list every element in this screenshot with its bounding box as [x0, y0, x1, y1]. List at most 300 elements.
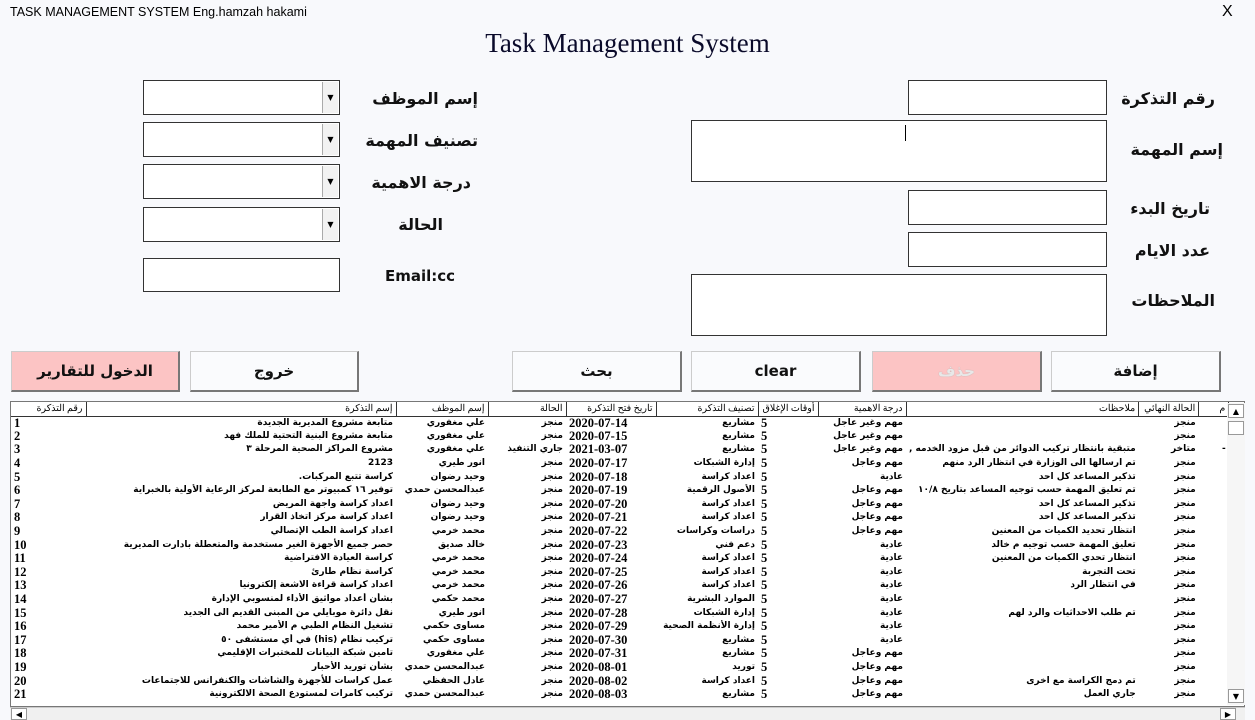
table-cell[interactable]: تم ارسالها الى الوزارة في انتظار الرد منهم	[942, 458, 1136, 469]
table-cell[interactable]: عادية	[880, 553, 903, 564]
table-cell[interactable]: مهم وعاجل	[851, 661, 903, 672]
table-cell[interactable]: إدارة الشبكات	[693, 607, 755, 618]
table-cell[interactable]: مهم وغير عاجل	[833, 444, 903, 455]
column-header[interactable]: تصنيف التذكرة	[656, 402, 758, 416]
table-cell[interactable]: منجز	[1174, 417, 1196, 428]
table-cell[interactable]: 5	[761, 497, 768, 511]
table-cell[interactable]: منجز	[541, 471, 563, 482]
table-cell[interactable]: منجز	[1174, 526, 1196, 537]
table-cell[interactable]: تم طلب الاحداثيات والرد لهم	[1008, 607, 1136, 618]
table-cell[interactable]: وحيد رضوان	[430, 498, 485, 509]
table-cell[interactable]: منجز	[541, 621, 563, 632]
notes-input[interactable]	[691, 274, 1107, 336]
table-cell[interactable]	[1199, 511, 1229, 525]
table-cell[interactable]: توريد	[732, 661, 755, 672]
table-cell[interactable]	[1199, 661, 1229, 675]
task-category-select[interactable]	[143, 122, 340, 157]
table-cell[interactable]: في انتظار الرد	[1070, 580, 1136, 591]
table-cell[interactable]: اعداد كراسة	[701, 580, 755, 591]
table-cell[interactable]: 5	[761, 538, 768, 552]
table-cell[interactable]: انتظار تحديد الكميات من المعنين	[991, 526, 1136, 537]
table-cell[interactable]: عادية	[880, 580, 903, 591]
delete-button[interactable]: حذف	[872, 351, 1042, 392]
table-cell[interactable]: متاخر	[1171, 444, 1196, 455]
table-cell[interactable]: تامين شبكة البيانات للمختبرات الإقليمي	[217, 648, 393, 659]
table-cell[interactable]: 2123	[367, 458, 393, 469]
table-cell[interactable]: مشاريع	[722, 430, 755, 441]
scroll-right-icon[interactable]: ▶	[1220, 708, 1236, 720]
table-cell[interactable]	[1199, 484, 1229, 498]
table-cell[interactable]: متابعة مشروع البنية التحتية للملك فهد	[224, 430, 393, 441]
table-cell[interactable]: إدارة الشبكات	[693, 458, 755, 469]
table-row[interactable]	[11, 511, 1229, 525]
column-header[interactable]: الحالة النهائي	[1139, 402, 1199, 416]
table-cell[interactable]: 17	[14, 633, 27, 647]
table-cell[interactable]	[906, 593, 1139, 607]
table-cell[interactable]: كراسة تتبع المركبات.	[298, 471, 393, 482]
task-category-label: تصنيف المهمة	[365, 131, 478, 150]
table-cell[interactable]: علي مغفوري	[426, 648, 485, 659]
table-cell[interactable]	[1199, 470, 1229, 484]
table-cell[interactable]: إدارة الأنظمة الصحية	[663, 621, 755, 632]
table-cell[interactable]: 21	[14, 687, 27, 702]
table-cell[interactable]: منجز	[541, 512, 563, 523]
table-cell[interactable]	[1199, 606, 1229, 620]
table-cell[interactable]: 2020-08-02	[569, 674, 628, 688]
table-cell[interactable]	[1199, 566, 1229, 580]
table-cell[interactable]: منجز	[1174, 675, 1196, 686]
clear-button[interactable]: clear	[691, 351, 861, 392]
table-cell[interactable]: 2020-07-27	[569, 592, 628, 607]
table-cell[interactable]: 2020-07-30	[569, 633, 628, 647]
table-cell[interactable]: مهم وعاجل	[851, 675, 903, 686]
table-cell[interactable]: 1	[14, 416, 21, 430]
table-row[interactable]	[11, 484, 1229, 498]
table-cell[interactable]: محمد خرمي	[431, 553, 485, 564]
table-cell[interactable]: منجز	[541, 485, 563, 496]
table-cell[interactable]: 2020-07-19	[569, 483, 628, 498]
column-header[interactable]: أوقات الإغلاق	[758, 402, 818, 416]
table-cell[interactable]: اعداد كراسة	[701, 512, 755, 523]
table-cell[interactable]: عمل كراسات للأجهزة والشاشات والكنفرانس للاجتماعات	[141, 675, 393, 686]
table-cell[interactable]: منجز	[1174, 553, 1196, 564]
table-cell[interactable]: منجز	[1174, 621, 1196, 632]
table-cell[interactable]: تذكير المساعد كل احد	[1038, 512, 1136, 523]
table-row[interactable]	[11, 457, 1229, 471]
table-cell[interactable]: مشاريع	[722, 648, 755, 659]
table-cell[interactable]	[906, 430, 1139, 444]
table-cell[interactable]: علي مغفوري	[426, 417, 485, 428]
priority-select[interactable]	[143, 164, 340, 199]
column-header[interactable]: ملاحظات	[906, 402, 1139, 416]
table-row[interactable]	[11, 620, 1229, 634]
table-cell[interactable]: 5	[761, 633, 768, 647]
table-row[interactable]	[11, 593, 1229, 607]
table-row[interactable]	[11, 443, 1229, 457]
table-cell[interactable]: انور طيري	[438, 607, 485, 618]
table-cell[interactable]: 2	[14, 429, 21, 443]
table-cell[interactable]: منجز	[1174, 648, 1196, 659]
chevron-down-icon[interactable]: ▼	[322, 124, 338, 155]
table-row[interactable]	[11, 552, 1229, 566]
table-cell[interactable]: بشأن أعداد مواثيق الأداء لمنسوبي الإدارة	[211, 594, 393, 605]
table-cell[interactable]: 2021-03-07	[569, 443, 628, 457]
start-date-input[interactable]	[908, 190, 1107, 225]
column-header[interactable]: تاريخ فتح التذكرة	[566, 402, 656, 416]
table-cell[interactable]: حصر جميع الأجهزة الغير مستخدمة والمتعطلة بادارت المديرية	[123, 539, 393, 550]
table-cell[interactable]: منجز	[541, 566, 563, 577]
table-cell[interactable]: منجز	[1174, 594, 1196, 605]
table-cell[interactable]: منجز	[1174, 661, 1196, 672]
table-cell[interactable]: 8	[14, 511, 21, 525]
column-header[interactable]: إسم الموظف	[396, 402, 488, 416]
table-cell[interactable]: عادية	[880, 471, 903, 482]
table-cell[interactable]: 2020-07-29	[569, 619, 628, 634]
table-cell[interactable]: مشاريع	[722, 444, 755, 455]
table-cell[interactable]: انور طيري	[438, 458, 485, 469]
table-cell[interactable]: 18	[14, 647, 27, 661]
table-cell[interactable]: منجز	[1174, 430, 1196, 441]
table-cell[interactable]: منجز	[541, 648, 563, 659]
table-cell[interactable]: الأصول الرقمية	[686, 485, 755, 496]
column-header[interactable]: م	[1199, 402, 1229, 416]
table-cell[interactable]: منجز	[541, 580, 563, 591]
table-cell[interactable]	[1199, 430, 1229, 444]
chevron-down-icon[interactable]: ▼	[322, 166, 338, 197]
table-cell[interactable]: علي مغفوري	[426, 430, 485, 441]
table-cell[interactable]: محمد خرمي	[431, 566, 485, 577]
table-row[interactable]	[11, 566, 1229, 580]
table-cell[interactable]: 2020-07-25	[569, 565, 628, 579]
scroll-up-icon[interactable]: ▲	[1228, 404, 1244, 418]
table-cell[interactable]: 9	[14, 524, 21, 539]
table-cell[interactable]: 4	[14, 456, 21, 471]
table-cell[interactable]: مهم وعاجل	[851, 485, 903, 496]
table-cell[interactable]: متابعة مشروع المديرية الجديدة	[257, 417, 393, 428]
search-button[interactable]: بحث	[512, 351, 682, 392]
table-cell[interactable]: كراسة العيادة الافتراضية	[284, 553, 393, 564]
table-cell[interactable]: وحيد رضوان	[430, 512, 485, 523]
table-cell[interactable]: مشاريع	[722, 634, 755, 645]
table-cell[interactable]	[1199, 674, 1229, 688]
days-label: عدد الايام	[1134, 241, 1210, 260]
table-cell[interactable]: منجز	[541, 417, 563, 428]
task-name-input[interactable]	[691, 120, 1107, 182]
table-cell[interactable]: مساوى حكمي	[423, 634, 485, 645]
table-cell[interactable]: بشأن توريد الأحبار	[311, 661, 393, 672]
table-cell[interactable]	[1199, 634, 1229, 648]
table-cell[interactable]	[906, 647, 1139, 661]
table-cell[interactable]: اعداد كراسة	[701, 675, 755, 686]
table-cell[interactable]: عادية	[880, 621, 903, 632]
table-cell[interactable]	[906, 416, 1139, 430]
table-row[interactable]	[11, 498, 1229, 512]
table-cell[interactable]	[1199, 579, 1229, 593]
table-cell[interactable]: منجز	[541, 634, 563, 645]
table-cell[interactable]	[1199, 552, 1229, 566]
table-cell[interactable]	[1199, 538, 1229, 552]
text-cursor	[905, 125, 906, 141]
table-cell[interactable]: تم تعليق المهمة حسب توجيه المساعد بتاريخ ١٠/٨	[918, 485, 1136, 496]
table-cell[interactable]: اعداد كراسة	[701, 498, 755, 509]
table-cell[interactable]: تحت التجربة	[1082, 566, 1136, 577]
table-cell[interactable]: 2020-08-01	[569, 660, 628, 674]
table-cell[interactable]: عادية	[880, 634, 903, 645]
start-date-label: تاريخ البدء	[1130, 199, 1210, 218]
table-cell[interactable]: 2020-07-18	[569, 470, 628, 484]
table-row[interactable]	[11, 647, 1229, 661]
table-cell[interactable]: 16	[14, 619, 27, 634]
table-cell[interactable]: عبدالمحسن حمدي	[404, 485, 485, 496]
chevron-down-icon[interactable]: ▼	[322, 82, 338, 113]
table-cell[interactable]: وحيد رضوان	[430, 471, 485, 482]
table-cell[interactable]: 5	[761, 416, 768, 430]
table-cell[interactable]: منجز	[1174, 689, 1196, 700]
table-cell[interactable]: جاري التنفيذ	[507, 444, 563, 455]
column-header[interactable]: درجة الاهمية	[818, 402, 906, 416]
exit-button[interactable]: خروج	[190, 351, 359, 392]
email-cc-input[interactable]	[143, 258, 340, 292]
table-cell[interactable]: انتظار تحدي الكميات من المعنين	[991, 553, 1136, 564]
table-cell[interactable]: 5	[761, 456, 768, 471]
table-cell[interactable]: 2020-07-22	[569, 524, 628, 539]
table-cell[interactable]: 2020-07-17	[569, 456, 628, 471]
table-cell[interactable]: 5	[761, 687, 768, 702]
table-cell[interactable]: منجز	[541, 689, 563, 700]
chevron-down-icon[interactable]: ▼	[322, 209, 338, 240]
table-row[interactable]	[11, 416, 1229, 430]
table-cell[interactable]: 2020-07-24	[569, 551, 628, 566]
notes-label: الملاحظات	[1131, 291, 1215, 310]
table-cell[interactable]: مهم وعاجل	[851, 498, 903, 509]
reports-button[interactable]: الدخول للتقارير	[11, 351, 180, 392]
table-cell[interactable]: عادية	[880, 607, 903, 618]
table-row[interactable]	[11, 470, 1229, 484]
table-cell[interactable]: 20	[14, 674, 27, 688]
table-cell[interactable]: مهم وغير عاجل	[833, 417, 903, 428]
table-cell[interactable]: مهم وعاجل	[851, 458, 903, 469]
table-cell[interactable]: اعداد كراسة واجهة المريض	[272, 498, 393, 509]
table-row[interactable]	[11, 538, 1229, 552]
table-cell[interactable]	[1199, 620, 1229, 634]
table-cell[interactable]: 5	[761, 619, 768, 634]
table-row[interactable]	[11, 674, 1229, 688]
table-cell[interactable]: كراسة نظام طارئ	[311, 566, 393, 577]
table-cell[interactable]: منجز	[1174, 566, 1196, 577]
table-cell[interactable]: منجز	[541, 526, 563, 537]
table-cell[interactable]: 2020-07-21	[569, 511, 628, 525]
table-cell[interactable]: توفير ١٦ كمبيوتر مع الطابعة لمركز الرعاية الأولية بالخبراية	[133, 485, 393, 496]
table-cell[interactable]: اعداد كراسة	[701, 471, 755, 482]
table-cell[interactable]: عادية	[880, 566, 903, 577]
table-cell[interactable]	[1199, 593, 1229, 607]
table-cell[interactable]	[1199, 647, 1229, 661]
table-cell[interactable]: 5	[761, 511, 768, 525]
table-cell[interactable]: عبدالمحسن حمدي	[404, 689, 485, 700]
scroll-down-icon[interactable]: ▼	[1228, 689, 1244, 703]
table-cell[interactable]: اعداد كراسة	[701, 553, 755, 564]
scroll-thumb[interactable]	[1228, 421, 1244, 435]
table-cell[interactable]: تم دمج الكراسة مع اخرى	[1026, 675, 1136, 686]
table-cell[interactable]: منجز	[541, 498, 563, 509]
table-cell[interactable]: 5	[761, 551, 768, 566]
table-cell[interactable]	[1199, 457, 1229, 471]
table-cell[interactable]: منجز	[541, 661, 563, 672]
table-cell[interactable]: تركيب كامرات لمستودع الصحة الالكترونية	[209, 689, 393, 700]
table-cell[interactable]: 5	[14, 470, 21, 484]
table-cell[interactable]: تشغيل النظام الطبي م الأمير محمد	[236, 621, 393, 632]
table-cell[interactable]	[906, 620, 1139, 634]
table-cell[interactable]	[1199, 525, 1229, 539]
table-cell[interactable]: 5	[761, 470, 768, 484]
close-button[interactable]: X	[1222, 3, 1233, 20]
table-cell[interactable]: مهم وعاجل	[851, 526, 903, 537]
ticket-no-label: رقم التذكرة	[1121, 89, 1215, 108]
table-cell[interactable]: 5	[761, 606, 768, 620]
table-cell[interactable]: 2020-07-23	[569, 538, 628, 552]
table-cell[interactable]: 15	[14, 606, 27, 620]
table-cell[interactable]: 5	[761, 660, 768, 674]
table-cell[interactable]: منجز	[1174, 458, 1196, 469]
column-header[interactable]: إسم التذكرة	[86, 402, 396, 416]
table-cell[interactable]: 5	[761, 647, 768, 661]
table-cell[interactable]: دراسات وكراسات	[676, 526, 755, 537]
table-cell[interactable]: مهم وعاجل	[851, 689, 903, 700]
table-cell[interactable]: 5	[761, 674, 768, 688]
table-cell[interactable]: مهم وعاجل	[851, 648, 903, 659]
table-cell[interactable]: منجز	[541, 553, 563, 564]
days-input[interactable]	[908, 232, 1107, 267]
table-cell[interactable]: منجز	[541, 594, 563, 605]
table-cell[interactable]: الموارد البشرية	[687, 594, 755, 605]
add-button[interactable]: إضافة	[1051, 351, 1221, 392]
table-cell[interactable]: منجز	[1174, 607, 1196, 618]
table-cell[interactable]: تركيب نظام (his) في أي مستشفى ٥٠	[221, 634, 393, 645]
table-cell[interactable]: 11	[14, 551, 26, 566]
table-cell[interactable]: عادل الحفظي	[422, 675, 485, 686]
table-cell[interactable]: منجز	[1174, 498, 1196, 509]
table-header	[11, 402, 1229, 416]
table-cell[interactable]: تذكير المساعد كل احد	[1038, 498, 1136, 509]
table-cell[interactable]: اعداد كراسة قراءة الاشعة إلكترونيا	[239, 580, 393, 591]
table-cell[interactable]: مساوى حكمي	[423, 621, 485, 632]
table-cell[interactable]: 2020-07-14	[569, 416, 628, 430]
table-cell[interactable]: -	[1221, 444, 1226, 455]
table-cell[interactable]: عادية	[880, 539, 903, 550]
table-cell[interactable]: مشروع المراكز الصحية المرحلة ٣	[246, 444, 393, 455]
table-cell[interactable]: 5	[761, 443, 768, 457]
table-cell[interactable]: منجز	[541, 458, 563, 469]
table-cell[interactable]: مهم وعاجل	[851, 512, 903, 523]
table-cell[interactable]: منجز	[541, 430, 563, 441]
table-cell[interactable]: محمد خرمي	[431, 526, 485, 537]
table-cell[interactable]: منجز	[1174, 485, 1196, 496]
table-row[interactable]	[11, 606, 1229, 620]
tasks-grid	[11, 402, 1229, 701]
table-cell[interactable]: 2020-08-03	[569, 687, 628, 702]
table-cell[interactable]: 6	[14, 483, 21, 498]
table-cell[interactable]: مهم وغير عاجل	[833, 430, 903, 441]
status-select[interactable]	[143, 207, 340, 242]
table-cell[interactable]: متبقية بانتظار تركيب الدوائر من قبل مزود الخدمه ,	[909, 444, 1136, 455]
table-cell[interactable]: 5	[761, 483, 768, 498]
table-cell[interactable]: 3	[14, 443, 21, 457]
table-cell[interactable]: عبدالمحسن حمدي	[404, 661, 485, 672]
horizontal-scrollbar[interactable]	[10, 707, 1245, 720]
table-cell[interactable]: مشاريع	[722, 689, 755, 700]
table-cell[interactable]: جاري العمل	[1083, 689, 1136, 700]
table-cell[interactable]: 5	[761, 592, 768, 607]
table-cell[interactable]: دعم فني	[715, 539, 755, 550]
table-row[interactable]	[11, 688, 1229, 702]
table-cell[interactable]: اعداد كراسة الطب الإتصالي	[270, 526, 393, 537]
vertical-scrollbar[interactable]	[1227, 403, 1245, 705]
table-cell[interactable]: 12	[14, 565, 27, 579]
table-cell[interactable]: 5	[761, 524, 768, 539]
table-cell[interactable]: علي مغفوري	[426, 444, 485, 455]
table-cell[interactable]: نقل دائرة موبايلي من المبنى القديم الى الجديد	[183, 607, 393, 618]
table-cell[interactable]: 2020-07-31	[569, 647, 628, 661]
table-cell[interactable]: عادية	[880, 594, 903, 605]
table-cell[interactable]: منجز	[541, 675, 563, 686]
table-cell[interactable]: 10	[14, 538, 27, 552]
table-cell[interactable]: 5	[761, 429, 768, 443]
table-cell[interactable]	[906, 634, 1139, 648]
table-row[interactable]	[11, 525, 1229, 539]
tasks-table[interactable]	[10, 401, 1245, 707]
table-cell[interactable]: منجز	[1174, 634, 1196, 645]
table-cell[interactable]: اعداد كراسة	[701, 566, 755, 577]
table-row[interactable]	[11, 430, 1229, 444]
table-cell[interactable]: 13	[14, 579, 27, 593]
table-cell[interactable]: تذكير المساعد كل احد	[1038, 471, 1136, 482]
table-cell[interactable]	[1199, 498, 1229, 512]
table-cell[interactable]: خالد صديق	[438, 539, 485, 550]
table-cell[interactable]: منجز	[541, 539, 563, 550]
ticket-no-input[interactable]	[908, 80, 1107, 115]
table-cell[interactable]: منجز	[541, 607, 563, 618]
table-cell[interactable]: 19	[14, 660, 27, 674]
table-row[interactable]	[11, 634, 1229, 648]
table-cell[interactable]: 2020-07-20	[569, 497, 628, 511]
table-cell[interactable]: 14	[14, 592, 27, 607]
table-cell[interactable]: 7	[14, 497, 21, 511]
employee-select[interactable]	[143, 80, 340, 115]
table-cell[interactable]: تعليق المهمة حسب توجيه م خالد	[991, 539, 1136, 550]
table-cell[interactable]: مشاريع	[722, 417, 755, 428]
table-cell[interactable]	[1199, 688, 1229, 702]
table-cell[interactable]	[906, 661, 1139, 675]
table-cell[interactable]: 5	[761, 579, 768, 593]
table-cell[interactable]: اعداد كراسة مركز اتخاذ القرار	[260, 512, 393, 523]
scroll-left-icon[interactable]: ◀	[11, 708, 27, 720]
table-cell[interactable]: منجز	[1174, 580, 1196, 591]
table-cell[interactable]: منجز	[1174, 512, 1196, 523]
table-cell[interactable]: محمد حكمي	[431, 594, 485, 605]
table-row[interactable]	[11, 579, 1229, 593]
table-cell[interactable]: 2020-07-28	[569, 606, 628, 620]
table-cell[interactable]: 5	[761, 565, 768, 579]
table-cell[interactable]: منجز	[1174, 471, 1196, 482]
table-cell[interactable]: منجز	[1174, 539, 1196, 550]
table-cell[interactable]: 2020-07-15	[569, 429, 628, 443]
column-header[interactable]: الحالة	[488, 402, 566, 416]
table-cell[interactable]: محمد خرمي	[431, 580, 485, 591]
table-cell[interactable]: 2020-07-26	[569, 579, 628, 593]
table-cell[interactable]	[1199, 416, 1229, 430]
table-row[interactable]	[11, 661, 1229, 675]
column-header[interactable]: رقم التذكرة	[11, 402, 86, 416]
